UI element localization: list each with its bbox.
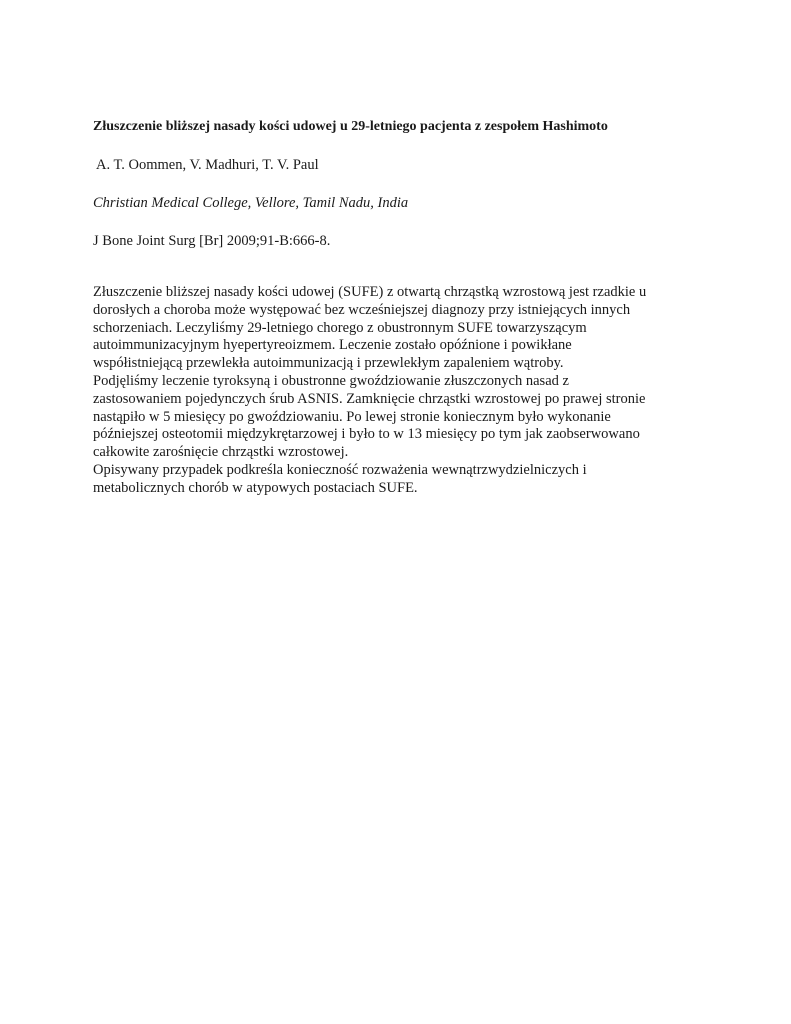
abstract-line: Złuszczenie bliższej nasady kości udowej (SUFE) z otwartą chrząstką wzrostową jest rzadkie u <box>93 284 647 300</box>
affiliation-line: Christian Medical College, Vellore, Tamil Nadu, India <box>93 195 409 211</box>
abstract-line: metabolicznych chorób w atypowych postaciach SUFE. <box>93 479 418 496</box>
abstract-line: dorosłych a choroba może występować bez wcześniejszej diagnozy przy istniejących innych <box>93 301 631 318</box>
abstract-line: autoimmunizacyjnym hyepertyreoizmem. Leczenie zostało opóźnione i powikłane <box>93 337 572 354</box>
abstract-line: współistniejącą przewlekła autoimmunizacją i przewlekłym zapaleniem wątroby. <box>93 355 564 372</box>
abstract-line: nastąpiło w 5 miesięcy po gwoździowaniu. Po lewej stronie koniecznym było wykonanie <box>93 408 611 425</box>
abstract-line: Podjęliśmy leczenie tyroksyną i obustronne gwoździowanie złuszczonych nasad z <box>93 372 569 389</box>
abstract-line: całkowite zarośnięcie chrząstki wzrostowej. <box>93 444 349 461</box>
abstract-line: późniejszej osteotomii międzykrętarzowej i było to w 13 miesięcy po tym jak zaobserwowano <box>93 426 640 443</box>
document-title: Złuszczenie bliższej nasady kości udowej u 29-letniego pacjenta z zespołem Hashimoto <box>93 119 608 134</box>
abstract-line: schorzeniach. Leczyliśmy 29-letniego chorego z obustronnym SUFE towarzyszącym <box>93 319 587 336</box>
abstract-line: zastosowaniem pojedynczych śrub ASNIS. Zamknięcie chrząstki wzrostowej po prawej stronie <box>93 390 646 407</box>
abstract-line: Opisywany przypadek podkreśla konieczność rozważenia wewnątrzwydzielniczych i <box>93 461 587 478</box>
citation-line: J Bone Joint Surg [Br] 2009;91-B:666-8. <box>93 233 331 249</box>
abstract-body <box>93 284 713 498</box>
authors-line: A. T. Oommen, V. Madhuri, T. V. Paul <box>96 157 319 173</box>
